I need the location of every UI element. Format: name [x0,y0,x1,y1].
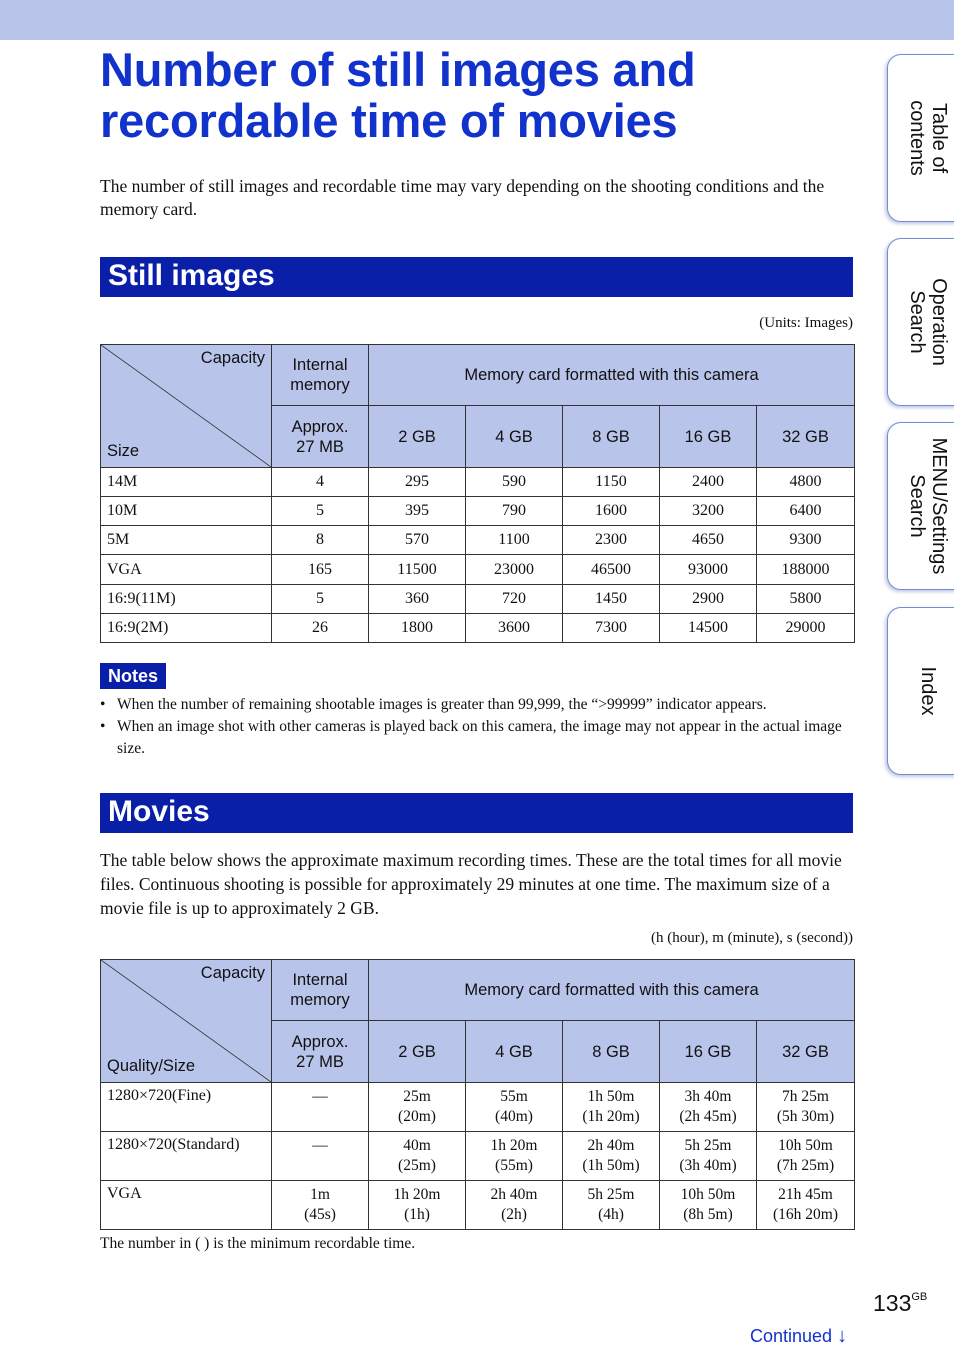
max-time: 5h 25m [587,1186,635,1203]
table-cell: 1800 [369,614,466,643]
size-header: 16 GB [660,406,757,468]
table-row [101,555,855,585]
table-cell: 395 [369,497,466,526]
min-time: (2h) [501,1206,527,1223]
max-time: 1m [310,1186,330,1203]
table-cell: 5 [272,497,369,526]
tab-label-line: MENU/Settings [928,437,950,575]
movies-description: The table below shows the approximate maximum recording times. These are the total times for all movie files. Continuous shooting is possible for approximately 29 minutes at one time. The maximum size of a movie file is up to approximately 2 GB. [100,850,842,918]
memory-card-header: Memory card formatted with this camera [369,960,855,1021]
table-cell: 7300 [563,614,660,643]
max-time: 25m [403,1088,431,1105]
capacity-label: Capacity [200,964,265,982]
size-header: 8 GB [563,1021,660,1083]
table-cell: 570 [369,526,466,555]
table-cell: 46500 [563,555,660,585]
table-cell [660,1132,757,1181]
table-cell [660,1181,757,1230]
min-time: (3h 40m) [679,1157,737,1174]
row-label: VGA [101,1181,272,1230]
table-cell: 1100 [466,526,563,555]
size-header: 2 GB [369,406,466,468]
movies-table [100,959,855,1230]
table-cell [563,1132,660,1181]
size-header: 8 GB [563,406,660,468]
note-item: • When the number of remaining shootable images is greater than 99,999, the “>99999” indicator appears. [100,694,860,716]
max-time: 40m [403,1137,431,1154]
table-row [101,1181,855,1230]
table-cell: 295 [369,468,466,497]
size-header: 4 GB [466,1021,563,1083]
table-cell: 8 [272,526,369,555]
max-time: 1h 20m [393,1186,441,1203]
table-corner-cell [101,345,272,468]
min-time: (45s) [304,1206,336,1223]
tab-table-of-contents[interactable] [887,54,954,222]
max-time: 2h 40m [587,1137,635,1154]
still-units: (Units: Images) [759,315,853,331]
row-label: 16:9(11M) [101,585,272,614]
table-cell [563,1181,660,1230]
min-time: (1h) [404,1206,430,1223]
min-time: (5h 30m) [776,1108,835,1125]
table-cell: 4 [272,468,369,497]
min-time: (16h 20m) [773,1206,839,1223]
min-time: (1h 50m) [582,1157,640,1174]
min-time: (20m) [398,1108,436,1125]
table-cell: 2900 [660,585,757,614]
table-cell [757,1083,855,1132]
internal-memory-header [272,345,369,406]
table-cell [563,1083,660,1132]
min-time: (25m) [398,1157,436,1174]
size-header: 2 GB [369,1021,466,1083]
table-cell: 188000 [757,555,855,585]
page-number [873,1290,927,1317]
table-cell [369,1132,466,1181]
table-cell: 2400 [660,468,757,497]
table-row [101,526,855,555]
notes-label: Notes [100,663,166,689]
table-corner-cell [101,960,272,1083]
table-cell: 165 [272,555,369,585]
internal-memory-label: Internal memory [290,971,350,1009]
capacity-label: Capacity [200,349,265,367]
min-time: (2h 45m) [679,1108,737,1125]
max-time: 10h 50m [680,1186,736,1203]
table-cell: 3600 [466,614,563,643]
table-row [101,1132,855,1181]
table-cell: 1450 [563,585,660,614]
max-time: — [312,1137,328,1154]
note-item: • When an image shot with other cameras is played back on this camera, the image may not appear in the actual image size. [100,716,860,760]
size-header: 32 GB [757,406,855,468]
table-cell: 6400 [757,497,855,526]
table-cell [369,1083,466,1132]
tab-label-line: contents [906,100,928,176]
table-cell: 360 [369,585,466,614]
row-label: 10M [101,497,272,526]
table-cell: 590 [466,468,563,497]
internal-memory-label: Internal memory [290,356,350,394]
page-suffix: GB [911,1291,928,1303]
table-cell: 93000 [660,555,757,585]
table-cell: 26 [272,614,369,643]
table-cell: 29000 [757,614,855,643]
approx-27mb-label: Approx. 27 MB [291,417,349,456]
row-label: 5M [101,526,272,555]
movies-heading: Movies [100,793,853,833]
max-time: 21h 45m [778,1186,833,1203]
min-time: (7h 25m) [776,1157,835,1174]
table-cell: 1600 [563,497,660,526]
table-cell [369,1181,466,1230]
size-header: 16 GB [660,1021,757,1083]
table-cell [272,1132,369,1181]
table-cell [466,1083,563,1132]
still-images-table [100,344,855,643]
row-label: VGA [101,555,272,585]
table-cell: 2300 [563,526,660,555]
row-label: 1280×720(Fine) [101,1083,272,1132]
table-row [101,497,855,526]
approx-27mb-label: Approx. 27 MB [291,1032,349,1071]
max-time: 5h 25m [684,1137,732,1154]
table-cell: 11500 [369,555,466,585]
max-time: 7h 25m [782,1088,829,1105]
tab-label-wrap [888,608,954,774]
table-cell: 4800 [757,468,855,497]
movies-units: (h (hour), m (minute), s (second)) [650,930,853,946]
min-time: (55m) [495,1157,533,1174]
min-time: (8h 5m) [683,1206,733,1223]
still-images-heading: Still images [100,257,853,297]
page-title: Number of still images and recordable time of movies [100,43,696,147]
size-header: 32 GB [757,1021,855,1083]
table-row [101,468,855,497]
table-cell: 1150 [563,468,660,497]
tab-label-wrap [888,239,954,405]
table-cell: 23000 [466,555,563,585]
table-cell [272,1181,369,1230]
table-cell: 5 [272,585,369,614]
memory-card-header: Memory card formatted with this camera [369,345,855,406]
row-label: 1280×720(Standard) [101,1132,272,1181]
max-time: 10h 50m [778,1137,833,1154]
tab-index[interactable] [887,607,954,775]
continued-link[interactable] [750,1325,847,1348]
approx-27mb-header [272,1021,369,1083]
top-banner [0,0,954,40]
row-label: 14M [101,468,272,497]
max-time: 55m [500,1088,528,1105]
table-cell [272,1083,369,1132]
table-cell [757,1181,855,1230]
approx-27mb-header [272,406,369,468]
tab-label-line: Table of [928,102,950,174]
row-label: 16:9(2M) [101,614,272,643]
max-time: 2h 40m [490,1186,538,1203]
tab-menu-settings-search[interactable] [887,422,954,590]
tab-label-line: Search [906,290,928,354]
table-cell: 4650 [660,526,757,555]
tab-label-line: Index [917,666,939,716]
max-time: 3h 40m [684,1088,732,1105]
table-cell [466,1181,563,1230]
tab-label-wrap [888,423,954,589]
table-cell [466,1132,563,1181]
table-cell: 720 [466,585,563,614]
min-time: (40m) [495,1108,533,1125]
tab-label-line: Search [906,474,928,538]
intro-text: The number of still images and recordable time may vary depending on the shooting conditions and the memory card. [100,176,825,219]
min-time: (1h 20m) [582,1108,640,1125]
table-cell [660,1083,757,1132]
size-label: Size [107,442,140,460]
min-time: (4h) [598,1206,624,1223]
movies-footnote: The number in ( ) is the minimum recordable time. [100,1235,416,1252]
quality-size-label: Quality/Size [107,1057,196,1075]
tab-label-wrap [888,55,954,221]
table-cell: 3200 [660,497,757,526]
size-header: 4 GB [466,406,563,468]
table-cell [757,1132,855,1181]
tab-label-line: Operation [928,278,950,366]
tab-operation-search[interactable] [887,238,954,406]
max-time: 1h 20m [490,1137,538,1154]
table-row [101,614,855,643]
notes-list [100,694,860,760]
table-row [101,1083,855,1132]
table-cell: 790 [466,497,563,526]
table-cell: 5800 [757,585,855,614]
internal-memory-header [272,960,369,1021]
max-time: 1h 50m [587,1088,635,1105]
table-cell: 9300 [757,526,855,555]
page-number-value: 133 [873,1290,912,1316]
table-row [101,585,855,614]
continued-label: Continued [750,1326,833,1346]
down-arrow-icon: ↓ [837,1325,848,1347]
max-time: — [312,1088,328,1105]
table-cell: 14500 [660,614,757,643]
